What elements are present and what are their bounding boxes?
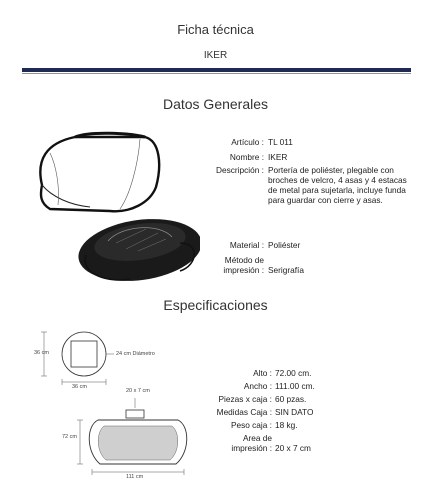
label-ancho: Ancho : <box>243 381 272 391</box>
value-peso-caja: 18 kg. <box>275 420 298 430</box>
header-divider <box>22 68 411 72</box>
label-descripcion: Descripción : <box>216 165 264 175</box>
diagram-front-view <box>68 392 208 482</box>
label-material: Material : <box>229 240 264 250</box>
diagram-top-view <box>34 322 174 392</box>
label-peso-caja: Peso caja : <box>230 420 272 430</box>
value-ancho: 111.00 cm. <box>275 381 315 391</box>
dim-top-width: 36 cm <box>72 384 87 390</box>
label-articulo: Artículo : <box>231 137 264 147</box>
label-piezas: Piezas x caja : <box>218 394 272 404</box>
page-title: Ficha técnica <box>177 22 254 37</box>
label-metodo-1: Método de <box>224 255 264 265</box>
label-nombre: Nombre : <box>229 152 264 162</box>
label-area-2: impresión : <box>231 443 272 453</box>
value-material: Poliéster <box>268 240 301 250</box>
dim-front-height: 72 cm <box>62 434 77 440</box>
label-medidas-caja: Medidas Caja : <box>216 407 272 417</box>
label-alto: Alto : <box>253 368 272 378</box>
section-heading-general: Datos Generales <box>162 96 269 112</box>
label-area-1: Area de <box>242 433 272 443</box>
value-piezas: 60 pzas. <box>275 394 307 404</box>
value-medidas-caja: SIN DATO <box>275 407 314 417</box>
product-subtitle: IKER <box>203 50 228 61</box>
dim-front-print: 20 x 7 cm <box>126 388 150 394</box>
value-metodo: Serigrafía <box>268 265 304 275</box>
value-articulo: TL 011 <box>268 137 293 147</box>
dim-front-width: 111 cm <box>126 474 144 480</box>
value-nombre: IKER <box>268 152 288 162</box>
value-descripcion: Portería de poliéster, plegable con broches de velcro, 4 asas y 4 estacas de metal para sujetarla, incluye funda para guardar con cierre y asas. <box>268 165 407 205</box>
section-heading-specs: Especificaciones <box>163 297 268 313</box>
product-image <box>30 125 200 285</box>
dim-top-diameter: 24 cm Diámetro <box>116 351 155 357</box>
header-divider-thin <box>22 73 411 74</box>
label-metodo-2: impresión : <box>223 265 264 275</box>
value-area: 20 x 7 cm <box>275 443 311 453</box>
dim-top-height: 36 cm <box>34 350 49 356</box>
value-alto: 72.00 cm. <box>275 368 312 378</box>
